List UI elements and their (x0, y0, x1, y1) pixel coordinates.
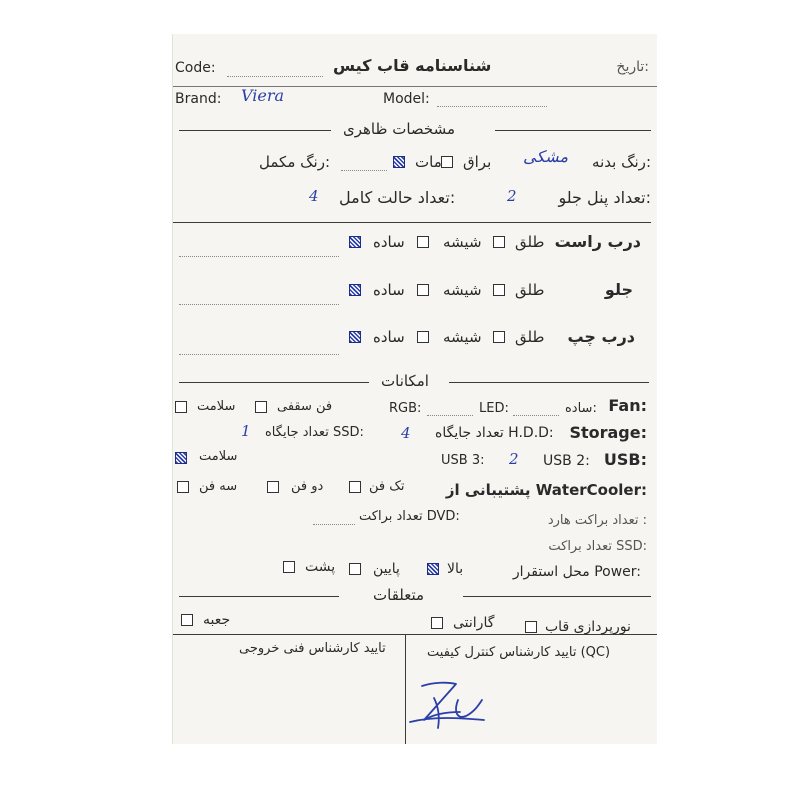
qc-approval-label: تایید کارشناس کنترل کیفیت (QC) (427, 645, 611, 660)
case-lighting-checkbox[interactable] (525, 621, 537, 633)
ssd-bracket-label: تعداد براکت SSD: (548, 539, 647, 554)
model-line (437, 106, 547, 107)
option-plain-label: ساده (373, 328, 405, 346)
triple-fan-checkbox[interactable] (177, 481, 189, 493)
glossy-checkbox[interactable] (441, 156, 453, 168)
usb-healthy-label: سلامت (199, 449, 238, 464)
option-plain-checkbox[interactable] (349, 331, 361, 343)
row-note-line (179, 354, 339, 355)
fan-healthy-label: سلامت (197, 399, 236, 414)
option-plain-checkbox[interactable] (349, 236, 361, 248)
door-row-label: جلو (604, 280, 633, 299)
accessories-rule-right (463, 596, 651, 597)
case-lighting-label: نورپردازی قاب (545, 619, 631, 635)
appearance-rule-right (495, 130, 651, 131)
door-row-label: درب چپ (567, 327, 635, 346)
header-divider (173, 86, 657, 87)
hdd-bay-value[interactable]: 4 (401, 424, 411, 442)
fan-simple-label: ساده: (565, 401, 597, 416)
accessories-rule-left (179, 596, 339, 597)
fan-led-label: LED: (479, 401, 509, 416)
ceiling-fan-label: فن سقفی (277, 399, 333, 414)
option-glass-checkbox[interactable] (417, 236, 429, 248)
single-fan-checkbox[interactable] (349, 481, 361, 493)
watercooler-label: پشتیبانی از WaterCooler: (445, 481, 647, 499)
appearance-title: مشخصات ظاهری (343, 120, 456, 138)
appearance-rule-left (179, 130, 331, 131)
usb-label: USB: (603, 450, 647, 469)
matte-checkbox[interactable] (393, 156, 405, 168)
dvd-bracket-label: تعداد براکت DVD: (359, 509, 460, 524)
double-fan-checkbox[interactable] (267, 481, 279, 493)
signature-image (404, 676, 488, 736)
full-case-count-value[interactable]: 4 (309, 187, 319, 205)
ceiling-fan-checkbox[interactable] (255, 401, 267, 413)
double-fan-label: دو فن (291, 479, 324, 494)
storage-label: Storage: (569, 423, 647, 442)
door-row-label: درب راست (554, 232, 641, 251)
option-plexi-label: طلق (515, 328, 545, 346)
dvd-bracket-line (313, 524, 355, 525)
power-bottom-checkbox[interactable] (349, 563, 361, 575)
ssd-bay-label: تعداد جایگاه SSD: (265, 425, 364, 440)
box-label: جعبه (203, 612, 231, 628)
usb2-label: USB 2: (543, 453, 590, 469)
accessories-title: متعلقات (373, 586, 425, 604)
usb2-value[interactable]: 2 (509, 450, 519, 468)
triple-fan-label: سه فن (199, 479, 238, 494)
fan-rgb-line (427, 415, 473, 416)
option-glass-label: شیشه (443, 281, 482, 299)
counts-divider (173, 222, 651, 223)
matte-label: مات (415, 153, 442, 171)
usb3-label: USB 3: (441, 453, 485, 468)
exit-approval-label: تایید کارشناس فنی خروجی (239, 641, 386, 656)
features-title: امکانات (381, 372, 429, 390)
ssd-bay-value[interactable]: 1 (241, 422, 251, 440)
front-panel-count-label: تعداد پنل جلو: (558, 188, 651, 207)
power-bottom-label: پایین (373, 561, 400, 577)
form-sheet (172, 34, 657, 744)
date-label: تاریخ: (616, 59, 649, 75)
warranty-checkbox[interactable] (431, 617, 443, 629)
option-plexi-checkbox[interactable] (493, 331, 505, 343)
fan-label: Fan: (608, 396, 647, 415)
row-note-line (179, 304, 339, 305)
option-glass-checkbox[interactable] (417, 284, 429, 296)
features-rule-right (449, 382, 649, 383)
hard-bracket-label: تعداد براکت هارد : (547, 513, 647, 528)
option-plexi-checkbox[interactable] (493, 236, 505, 248)
fan-led-line (513, 415, 559, 416)
single-fan-label: تک فن (369, 479, 405, 494)
option-plain-label: ساده (373, 233, 405, 251)
power-back-label: پشت (305, 559, 336, 575)
full-case-count-label: تعداد حالت کامل: (339, 188, 456, 207)
option-plain-label: ساده (373, 281, 405, 299)
option-plexi-label: طلق (515, 233, 545, 251)
body-color-label: رنگ بدنه: (592, 153, 651, 171)
power-top-checkbox[interactable] (427, 563, 439, 575)
code-line (227, 76, 323, 77)
usb-healthy-checkbox[interactable] (175, 452, 187, 464)
accent-color-label: رنگ مکمل: (259, 153, 331, 171)
body-color-value[interactable]: مشکی (523, 147, 569, 166)
hdd-bay-label: تعداد جایگاه H.D.D: (435, 425, 554, 441)
power-position-label: محل استقرار Power: (512, 564, 641, 580)
brand-value[interactable]: Viera (241, 86, 285, 105)
option-glass-label: شیشه (443, 328, 482, 346)
option-glass-checkbox[interactable] (417, 331, 429, 343)
box-checkbox[interactable] (181, 614, 193, 626)
warranty-label: گارانتی (453, 615, 495, 631)
fan-rgb-label: RGB: (389, 401, 422, 416)
code-label: Code: (175, 60, 216, 76)
power-top-label: بالا (447, 561, 464, 577)
form-title: شناسنامه قاب کیس (333, 56, 492, 75)
power-back-checkbox[interactable] (283, 561, 295, 573)
option-plexi-label: طلق (515, 281, 545, 299)
row-note-line (179, 256, 339, 257)
option-plexi-checkbox[interactable] (493, 284, 505, 296)
fan-healthy-checkbox[interactable] (175, 401, 187, 413)
front-panel-count-value[interactable]: 2 (507, 187, 517, 205)
approvals-divider (173, 634, 657, 635)
option-glass-label: شیشه (443, 233, 482, 251)
accent-color-line (341, 170, 387, 171)
glossy-label: براق (463, 153, 492, 171)
brand-label: Brand: (175, 91, 222, 107)
option-plain-checkbox[interactable] (349, 284, 361, 296)
features-rule-left (179, 382, 369, 383)
model-label: Model: (383, 91, 430, 107)
